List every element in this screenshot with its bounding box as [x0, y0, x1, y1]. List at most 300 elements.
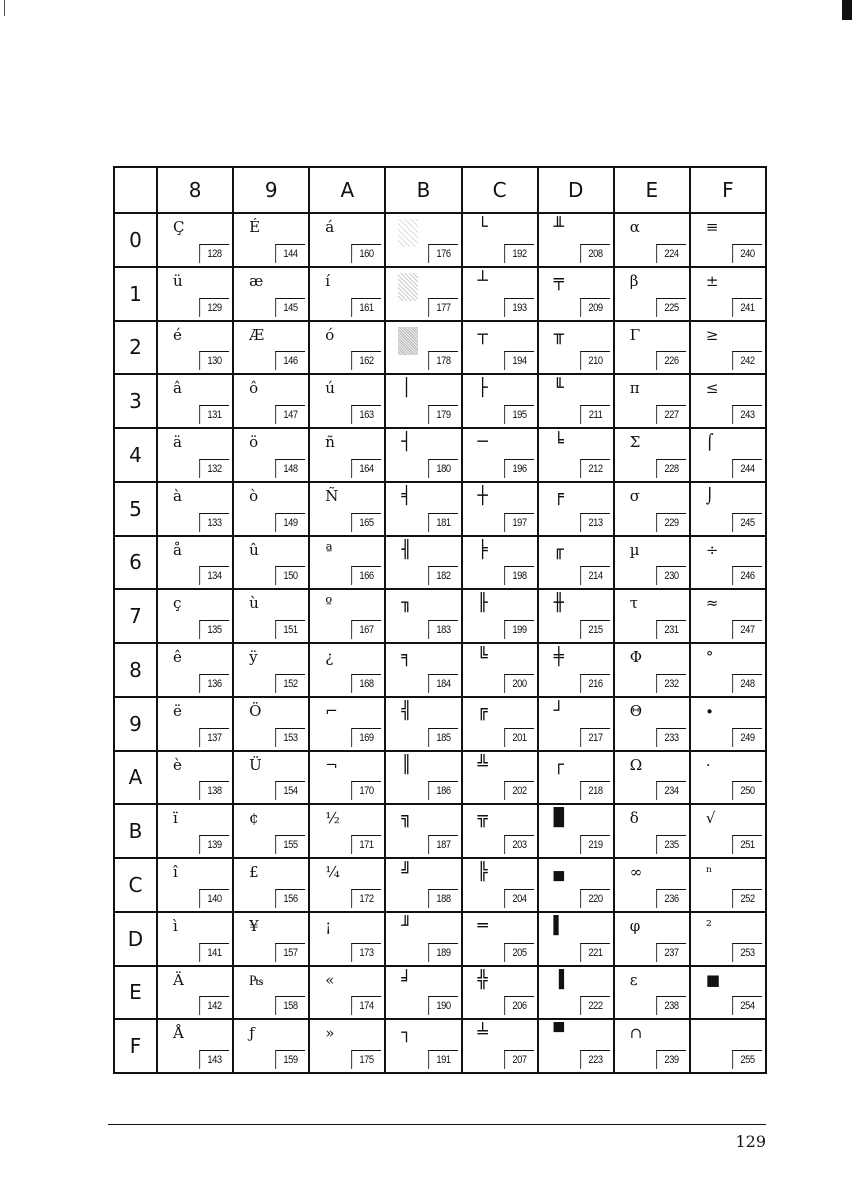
decimal-code: 161	[352, 298, 382, 317]
decimal-code: 186	[428, 781, 458, 800]
character-glyph: ┐	[401, 1023, 412, 1044]
character-glyph: ▄	[553, 862, 564, 882]
character-glyph: ò	[249, 486, 259, 505]
row-header: 6	[114, 536, 157, 590]
decimal-code: 207	[504, 1050, 534, 1069]
column-header-c: C	[462, 167, 538, 213]
character-cell	[385, 321, 461, 375]
character-cell	[309, 643, 385, 697]
character-cell	[157, 751, 233, 805]
decimal-code: 242	[732, 351, 762, 370]
character-cell	[309, 374, 385, 428]
decimal-code: 199	[504, 620, 534, 639]
character-glyph: ä	[173, 433, 182, 451]
character-set-table	[113, 166, 767, 1074]
character-glyph: £	[249, 863, 259, 881]
decimal-code: 150	[276, 566, 306, 585]
character-cell	[462, 912, 538, 966]
row-header: 7	[114, 589, 157, 643]
row-header: C	[114, 858, 157, 912]
character-glyph: ■	[705, 970, 721, 989]
character-glyph: û	[249, 540, 259, 559]
character-glyph: ╓	[553, 539, 564, 560]
character-cell	[690, 1019, 766, 1073]
decimal-code: 222	[580, 996, 610, 1015]
character-glyph: Σ	[629, 433, 641, 451]
decimal-code: 158	[276, 996, 306, 1015]
decimal-code: 188	[428, 889, 458, 908]
character-cell	[385, 428, 461, 482]
character-glyph: º	[325, 594, 333, 613]
decimal-code: 249	[732, 728, 762, 747]
decimal-code: 225	[656, 298, 686, 317]
character-glyph: ╡	[401, 485, 412, 506]
character-cell	[614, 374, 690, 428]
character-cell	[309, 697, 385, 751]
character-glyph: ╠	[477, 862, 488, 882]
character-cell	[233, 482, 309, 536]
decimal-code: 247	[732, 620, 762, 639]
character-cell	[309, 804, 385, 858]
character-glyph: ≡	[705, 218, 719, 236]
decimal-code: 181	[428, 513, 458, 532]
decimal-code: 133	[199, 513, 229, 532]
character-glyph: √	[705, 809, 716, 828]
character-cell	[538, 697, 614, 751]
character-cell	[309, 751, 385, 805]
decimal-code: 226	[656, 351, 686, 370]
decimal-code: 179	[428, 405, 458, 424]
decimal-code: 223	[580, 1050, 610, 1069]
table-row	[114, 374, 766, 428]
table-row	[114, 321, 766, 375]
table-row	[114, 428, 766, 482]
decimal-code: 221	[580, 943, 610, 962]
decimal-code: 128	[199, 244, 229, 263]
character-cell	[538, 374, 614, 428]
character-glyph: ╗	[401, 808, 412, 829]
character-glyph: α	[629, 218, 640, 236]
character-glyph: Θ	[629, 701, 643, 720]
decimal-code: 228	[656, 459, 686, 478]
decimal-code: 208	[580, 244, 610, 263]
decimal-code: 197	[504, 513, 534, 532]
character-glyph: é	[173, 325, 182, 344]
character-cell	[157, 267, 233, 321]
character-glyph: ¬	[325, 755, 338, 774]
decimal-code: 217	[580, 728, 610, 747]
character-glyph: ╧	[477, 1023, 488, 1044]
character-cell	[309, 213, 385, 267]
character-glyph: ô	[249, 379, 259, 398]
footer-rule	[108, 1124, 766, 1125]
character-cell	[614, 751, 690, 805]
character-cell	[462, 858, 538, 912]
character-glyph: ╚	[477, 647, 488, 667]
row-header: A	[114, 751, 157, 805]
character-glyph: ╨	[553, 217, 564, 237]
table-row	[114, 482, 766, 536]
character-glyph: ç	[173, 594, 182, 613]
character-cell	[462, 804, 538, 858]
decimal-code: 152	[276, 674, 306, 693]
decimal-code: 187	[428, 835, 458, 854]
decimal-code: 135	[199, 620, 229, 639]
decimal-code: 129	[199, 298, 229, 317]
decimal-code: 232	[656, 674, 686, 693]
character-glyph: ╔	[477, 700, 488, 721]
decimal-code: 184	[428, 674, 458, 693]
decimal-code: 195	[504, 405, 534, 424]
character-glyph: ┼	[477, 485, 488, 506]
decimal-code: 148	[276, 459, 306, 478]
decimal-code: 170	[352, 781, 382, 800]
character-glyph: à	[173, 486, 182, 505]
character-cell	[538, 321, 614, 375]
character-glyph: ¡	[325, 916, 332, 935]
decimal-code: 233	[656, 728, 686, 747]
character-glyph: ¥	[249, 916, 259, 935]
character-glyph: ┬	[477, 324, 488, 345]
decimal-code: 243	[732, 405, 762, 424]
decimal-code: 167	[352, 620, 382, 639]
character-cell	[385, 536, 461, 590]
character-cell	[157, 804, 233, 858]
character-glyph: Ç	[173, 218, 185, 236]
character-cell	[690, 267, 766, 321]
character-cell	[157, 858, 233, 912]
decimal-code: 173	[352, 943, 382, 962]
character-glyph: «	[325, 970, 335, 989]
character-glyph: ╫	[553, 593, 564, 614]
character-cell	[309, 321, 385, 375]
character-glyph: ¿	[325, 648, 334, 666]
decimal-code: 189	[428, 943, 458, 962]
character-cell	[614, 536, 690, 590]
decimal-code: 213	[580, 513, 610, 532]
character-cell	[233, 1019, 309, 1073]
table-row	[114, 697, 766, 751]
decimal-code: 169	[352, 728, 382, 747]
character-glyph: ╘	[553, 432, 564, 452]
row-header: 2	[114, 321, 157, 375]
character-cell	[309, 858, 385, 912]
character-cell	[385, 912, 461, 966]
character-cell	[462, 321, 538, 375]
character-cell	[233, 589, 309, 643]
character-cell	[233, 374, 309, 428]
character-glyph: Æ	[249, 325, 265, 344]
character-cell	[233, 804, 309, 858]
character-glyph: ┤	[401, 432, 412, 452]
character-cell	[614, 643, 690, 697]
character-glyph: ·	[705, 755, 711, 774]
character-cell	[462, 643, 538, 697]
character-cell	[614, 804, 690, 858]
character-cell	[462, 1019, 538, 1073]
decimal-code: 219	[580, 835, 610, 854]
decimal-code: 143	[199, 1050, 229, 1069]
row-header: 3	[114, 374, 157, 428]
character-cell	[157, 1019, 233, 1073]
decimal-code: 130	[199, 351, 229, 370]
character-cell	[690, 374, 766, 428]
decimal-code: 252	[732, 889, 762, 908]
character-glyph: É	[249, 218, 261, 236]
character-cell	[233, 428, 309, 482]
decimal-code: 159	[276, 1050, 306, 1069]
character-glyph: ∩	[629, 1024, 643, 1043]
character-cell	[157, 912, 233, 966]
decimal-code: 206	[504, 996, 534, 1015]
decimal-code: 229	[656, 513, 686, 532]
character-cell	[538, 267, 614, 321]
decimal-code: 211	[580, 405, 610, 424]
character-cell	[462, 374, 538, 428]
character-glyph: »	[325, 1024, 335, 1043]
character-cell	[690, 858, 766, 912]
decimal-code: 138	[199, 781, 229, 800]
decimal-code: 182	[428, 566, 458, 585]
character-cell	[614, 589, 690, 643]
decimal-code: 176	[428, 244, 458, 263]
character-cell	[614, 966, 690, 1020]
character-glyph: ±	[705, 271, 719, 290]
decimal-code: 230	[656, 566, 686, 585]
character-glyph: ─	[477, 432, 488, 452]
character-cell	[462, 589, 538, 643]
character-glyph: ü	[173, 271, 183, 290]
decimal-code: 141	[199, 943, 229, 962]
character-glyph: ε	[629, 970, 638, 989]
character-glyph: ½	[325, 809, 340, 828]
decimal-code: 198	[504, 566, 534, 585]
decimal-code: 142	[199, 996, 229, 1015]
character-glyph: ê	[173, 648, 182, 666]
character-glyph: Ö	[249, 701, 262, 720]
character-cell	[233, 912, 309, 966]
character-glyph: ÷	[705, 540, 719, 559]
character-cell	[462, 966, 538, 1020]
decimal-code: 237	[656, 943, 686, 962]
character-cell	[157, 321, 233, 375]
decimal-code: 253	[732, 943, 762, 962]
character-cell	[462, 536, 538, 590]
character-glyph: ∙	[705, 701, 714, 720]
character-cell	[385, 589, 461, 643]
decimal-code: 212	[580, 459, 610, 478]
decimal-code: 241	[732, 298, 762, 317]
decimal-code: 235	[656, 835, 686, 854]
character-cell	[538, 428, 614, 482]
character-glyph: Ω	[629, 755, 643, 774]
decimal-code: 196	[504, 459, 534, 478]
character-cell	[157, 428, 233, 482]
decimal-code: 185	[428, 728, 458, 747]
decimal-code: 236	[656, 889, 686, 908]
decimal-code: 245	[732, 513, 762, 532]
decimal-code: 163	[352, 405, 382, 424]
row-header: E	[114, 966, 157, 1020]
character-glyph: â	[173, 379, 182, 398]
shade-pattern	[398, 327, 418, 355]
character-cell	[157, 589, 233, 643]
table-row	[114, 1019, 766, 1073]
character-glyph: ╕	[401, 647, 412, 667]
character-cell	[614, 858, 690, 912]
character-glyph: á	[325, 218, 335, 236]
decimal-code: 218	[580, 781, 610, 800]
character-cell	[462, 213, 538, 267]
character-cell	[309, 1019, 385, 1073]
character-cell	[538, 804, 614, 858]
decimal-code: 165	[352, 513, 382, 532]
column-header-row	[114, 167, 766, 213]
decimal-code: 194	[504, 351, 534, 370]
decimal-code: 248	[732, 674, 762, 693]
character-cell	[157, 536, 233, 590]
character-cell	[233, 643, 309, 697]
character-glyph: å	[173, 540, 182, 559]
character-glyph: ⌡	[705, 486, 714, 505]
decimal-code: 216	[580, 674, 610, 693]
table-row	[114, 536, 766, 590]
character-cell	[309, 912, 385, 966]
column-header-f: F	[690, 167, 766, 213]
shade-pattern	[398, 273, 418, 301]
character-cell	[614, 482, 690, 536]
character-glyph: ╢	[401, 539, 412, 560]
character-cell	[309, 536, 385, 590]
decimal-code: 238	[656, 996, 686, 1015]
decimal-code: 168	[352, 674, 382, 693]
character-cell	[385, 751, 461, 805]
character-cell	[157, 697, 233, 751]
decimal-code: 254	[732, 996, 762, 1015]
character-cell	[690, 213, 766, 267]
decimal-code: 239	[656, 1050, 686, 1069]
decimal-code: 177	[428, 298, 458, 317]
decimal-code: 140	[199, 889, 229, 908]
character-cell	[614, 1019, 690, 1073]
character-glyph: ╖	[401, 593, 412, 614]
character-glyph: µ	[629, 540, 640, 559]
character-glyph: ö	[249, 433, 259, 451]
decimal-code: 192	[504, 244, 534, 263]
character-cell	[233, 858, 309, 912]
character-glyph: í	[325, 271, 331, 290]
decimal-code: 175	[352, 1050, 382, 1069]
decimal-code: 151	[276, 620, 306, 639]
character-cell	[614, 213, 690, 267]
decimal-code: 147	[276, 405, 306, 424]
character-glyph: τ	[629, 594, 639, 613]
character-cell	[157, 213, 233, 267]
character-glyph: Γ	[629, 325, 641, 344]
character-cell	[538, 912, 614, 966]
character-glyph: ≤	[705, 379, 719, 398]
decimal-code: 255	[732, 1050, 762, 1069]
character-glyph: ╬	[477, 969, 488, 990]
decimal-code: 171	[352, 835, 382, 854]
character-cell	[614, 912, 690, 966]
character-glyph: °	[705, 648, 714, 666]
decimal-code: 174	[352, 996, 382, 1015]
character-glyph: ≥	[705, 325, 719, 344]
character-glyph: î	[173, 863, 178, 881]
character-glyph: ⌐	[325, 701, 338, 720]
character-glyph: ó	[325, 325, 335, 344]
character-glyph: ∞	[629, 863, 643, 881]
character-glyph: ║	[401, 754, 412, 775]
decimal-code: 220	[580, 889, 610, 908]
decimal-code: 136	[199, 674, 229, 693]
character-cell	[309, 482, 385, 536]
character-glyph: ÿ	[249, 648, 258, 666]
decimal-code: 162	[352, 351, 382, 370]
character-glyph: ┴	[477, 270, 488, 291]
column-header-a: A	[309, 167, 385, 213]
decimal-code: 164	[352, 459, 382, 478]
decimal-code: 203	[504, 835, 534, 854]
character-glyph: β	[629, 271, 639, 290]
character-cell	[690, 966, 766, 1020]
decimal-code: 215	[580, 620, 610, 639]
column-header-9: 9	[233, 167, 309, 213]
character-cell	[462, 697, 538, 751]
character-cell	[385, 1019, 461, 1073]
decimal-code: 205	[504, 943, 534, 962]
character-cell	[538, 1019, 614, 1073]
character-glyph: ╥	[553, 324, 564, 345]
character-cell	[538, 966, 614, 1020]
character-cell	[690, 321, 766, 375]
character-cell	[462, 428, 538, 482]
decimal-code: 178	[428, 351, 458, 370]
decimal-code: 231	[656, 620, 686, 639]
table-row	[114, 912, 766, 966]
character-glyph: ╙	[553, 378, 564, 399]
character-glyph: π	[629, 379, 640, 398]
decimal-code: 200	[504, 674, 534, 693]
character-cell	[690, 751, 766, 805]
character-glyph: ├	[477, 378, 488, 399]
character-cell	[614, 428, 690, 482]
character-cell	[233, 267, 309, 321]
character-glyph: è	[173, 755, 182, 774]
character-glyph: ╪	[553, 647, 564, 667]
character-glyph: φ	[629, 916, 641, 935]
character-cell	[233, 536, 309, 590]
decimal-code: 149	[276, 513, 306, 532]
character-cell	[309, 966, 385, 1020]
column-header-d: D	[538, 167, 614, 213]
character-glyph: ┌	[553, 754, 564, 775]
row-header: 9	[114, 697, 157, 751]
decimal-code: 193	[504, 298, 534, 317]
character-cell	[538, 589, 614, 643]
character-glyph: ì	[173, 916, 178, 935]
shade-pattern	[398, 219, 418, 247]
character-cell	[690, 912, 766, 966]
decimal-code: 250	[732, 781, 762, 800]
decimal-code: 145	[276, 298, 306, 317]
decimal-code: 204	[504, 889, 534, 908]
character-glyph: Å	[173, 1024, 184, 1043]
character-cell	[538, 751, 614, 805]
row-header: 1	[114, 267, 157, 321]
decimal-code: 240	[732, 244, 762, 263]
